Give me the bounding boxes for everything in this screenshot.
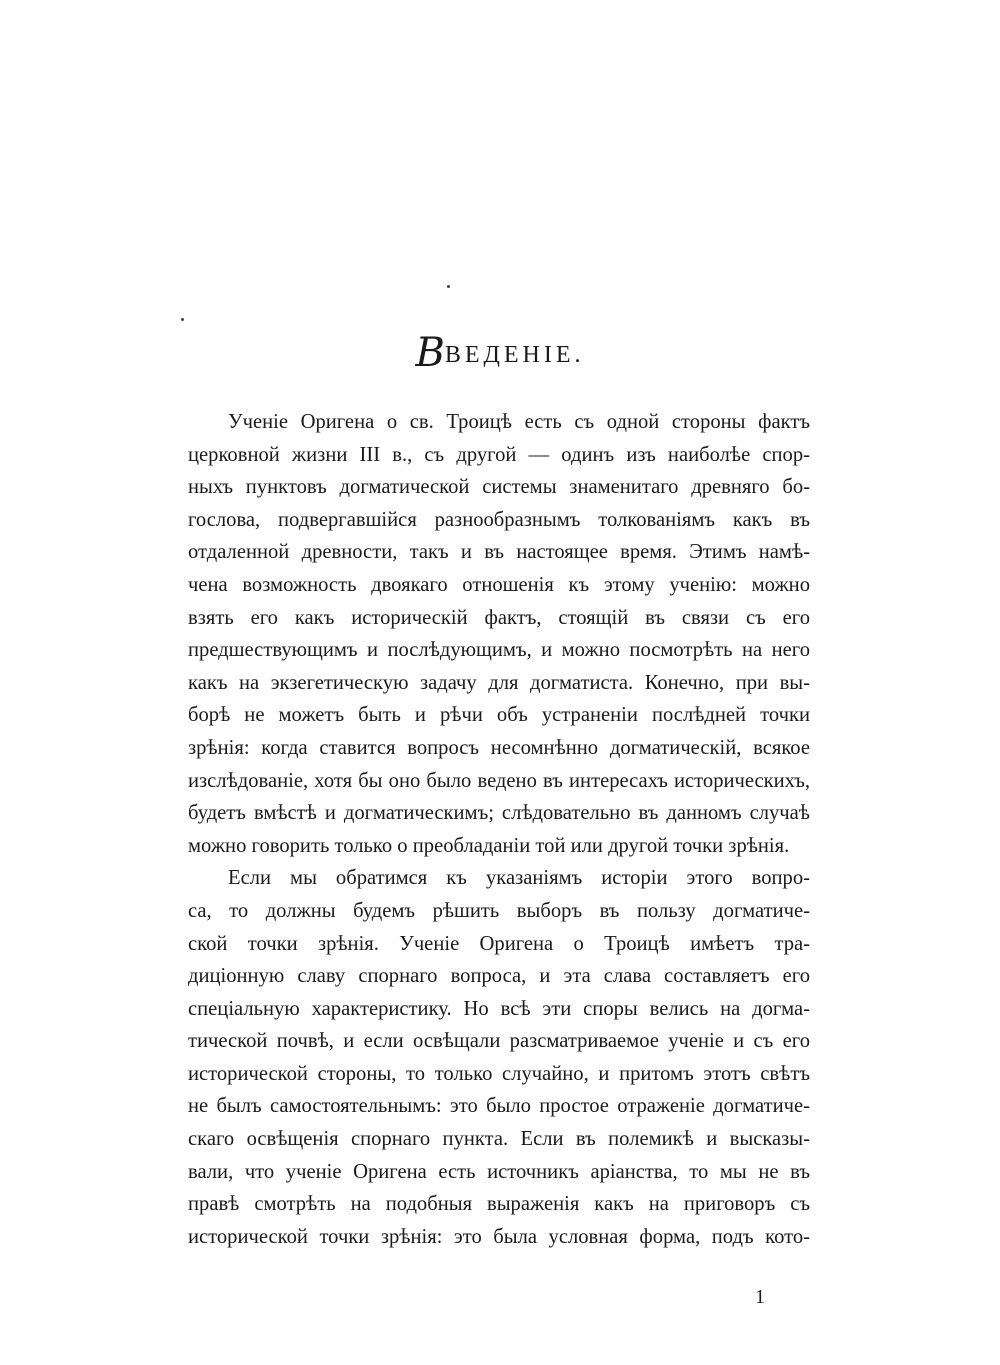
text-line: вали, что ученіе Оригена есть источникъ аріанства, то мы не въ (188, 1160, 810, 1183)
text-line: борѣ не можетъ быть и рѣчи объ устраненіи послѣдней точки (188, 704, 810, 727)
text-line: ныхъ пунктовъ догматической системы знаменитаго древняго бо- (188, 476, 810, 499)
text-line: изслѣдованіе, хотя бы оно было ведено въ интересахъ историческихъ, (188, 769, 810, 792)
text-line: скаго освѣщенія спорнаго пункта. Если въ полемикѣ и высказы- (188, 1128, 810, 1151)
title-rest: ВЕДЕНІЕ. (444, 342, 585, 368)
text-line: правѣ смотрѣть на подобныя выраженія какъ на приговоръ съ (188, 1193, 810, 1216)
chapter-title (0, 330, 1000, 376)
page-number: 1 (755, 1286, 765, 1308)
text-line: исторической стороны, то только случайно, и притомъ этотъ свѣтъ (188, 1062, 810, 1085)
text-line: ской точки зрѣнія. Ученіе Оригена о Троицѣ имѣетъ тра- (188, 932, 810, 955)
text-line: диціонную славу спорнаго вопроса, и эта слава составляетъ его (188, 965, 810, 988)
print-speck (181, 318, 184, 321)
title-initial-letter: В (415, 330, 445, 376)
text-line: исторической точки зрѣнія: это была условная форма, подъ кото- (188, 1225, 810, 1248)
text-line: можно говорить только о преобладаніи той или другой точки зрѣнія. (188, 834, 790, 857)
text-line: Если мы обратимся къ указаніямъ исторіи этого вопро- (228, 867, 810, 890)
body-text (188, 406, 810, 1253)
text-line: спеціальную характеристику. Но всѣ эти споры велись на догма- (188, 997, 810, 1020)
text-line: церковной жизни III в., съ другой — одинъ изъ наиболѣе спор- (188, 443, 810, 466)
text-line: предшествующимъ и послѣдующимъ, и можно посмотрѣть на него (188, 639, 810, 662)
text-line: отдаленной древности, такъ и въ настоящее время. Этимъ намѣ- (188, 541, 810, 564)
text-line: взять его какъ историческій фактъ, стоящій въ связи съ его (188, 606, 810, 629)
text-line: са, то должны будемъ рѣшить выборъ въ пользу догматиче- (188, 899, 810, 922)
text-line: Ученіе Оригена о св. Троицѣ есть съ одной стороны фактъ (228, 411, 810, 433)
text-line: тической почвѣ, и если освѣщали разсматриваемое ученіе и съ его (188, 1030, 810, 1053)
text-line: гослова, подвергавшійся разнообразнымъ толкованіямъ какъ въ (188, 508, 810, 531)
print-speck (447, 285, 450, 288)
text-line: какъ на экзегетическую задачу для догматиста. Конечно, при вы- (188, 671, 810, 694)
text-line: не былъ самостоятельнымъ: это было простое отраженіе догматиче- (188, 1095, 810, 1118)
text-line: будетъ вмѣстѣ и догматическимъ; слѣдовательно въ данномъ случаѣ (188, 802, 810, 825)
text-line: чена возможность двоякаго отношенія къ этому ученію: можно (188, 573, 810, 596)
text-line: зрѣнія: когда ставится вопросъ несомнѣнно догматическій, всякое (188, 736, 810, 759)
